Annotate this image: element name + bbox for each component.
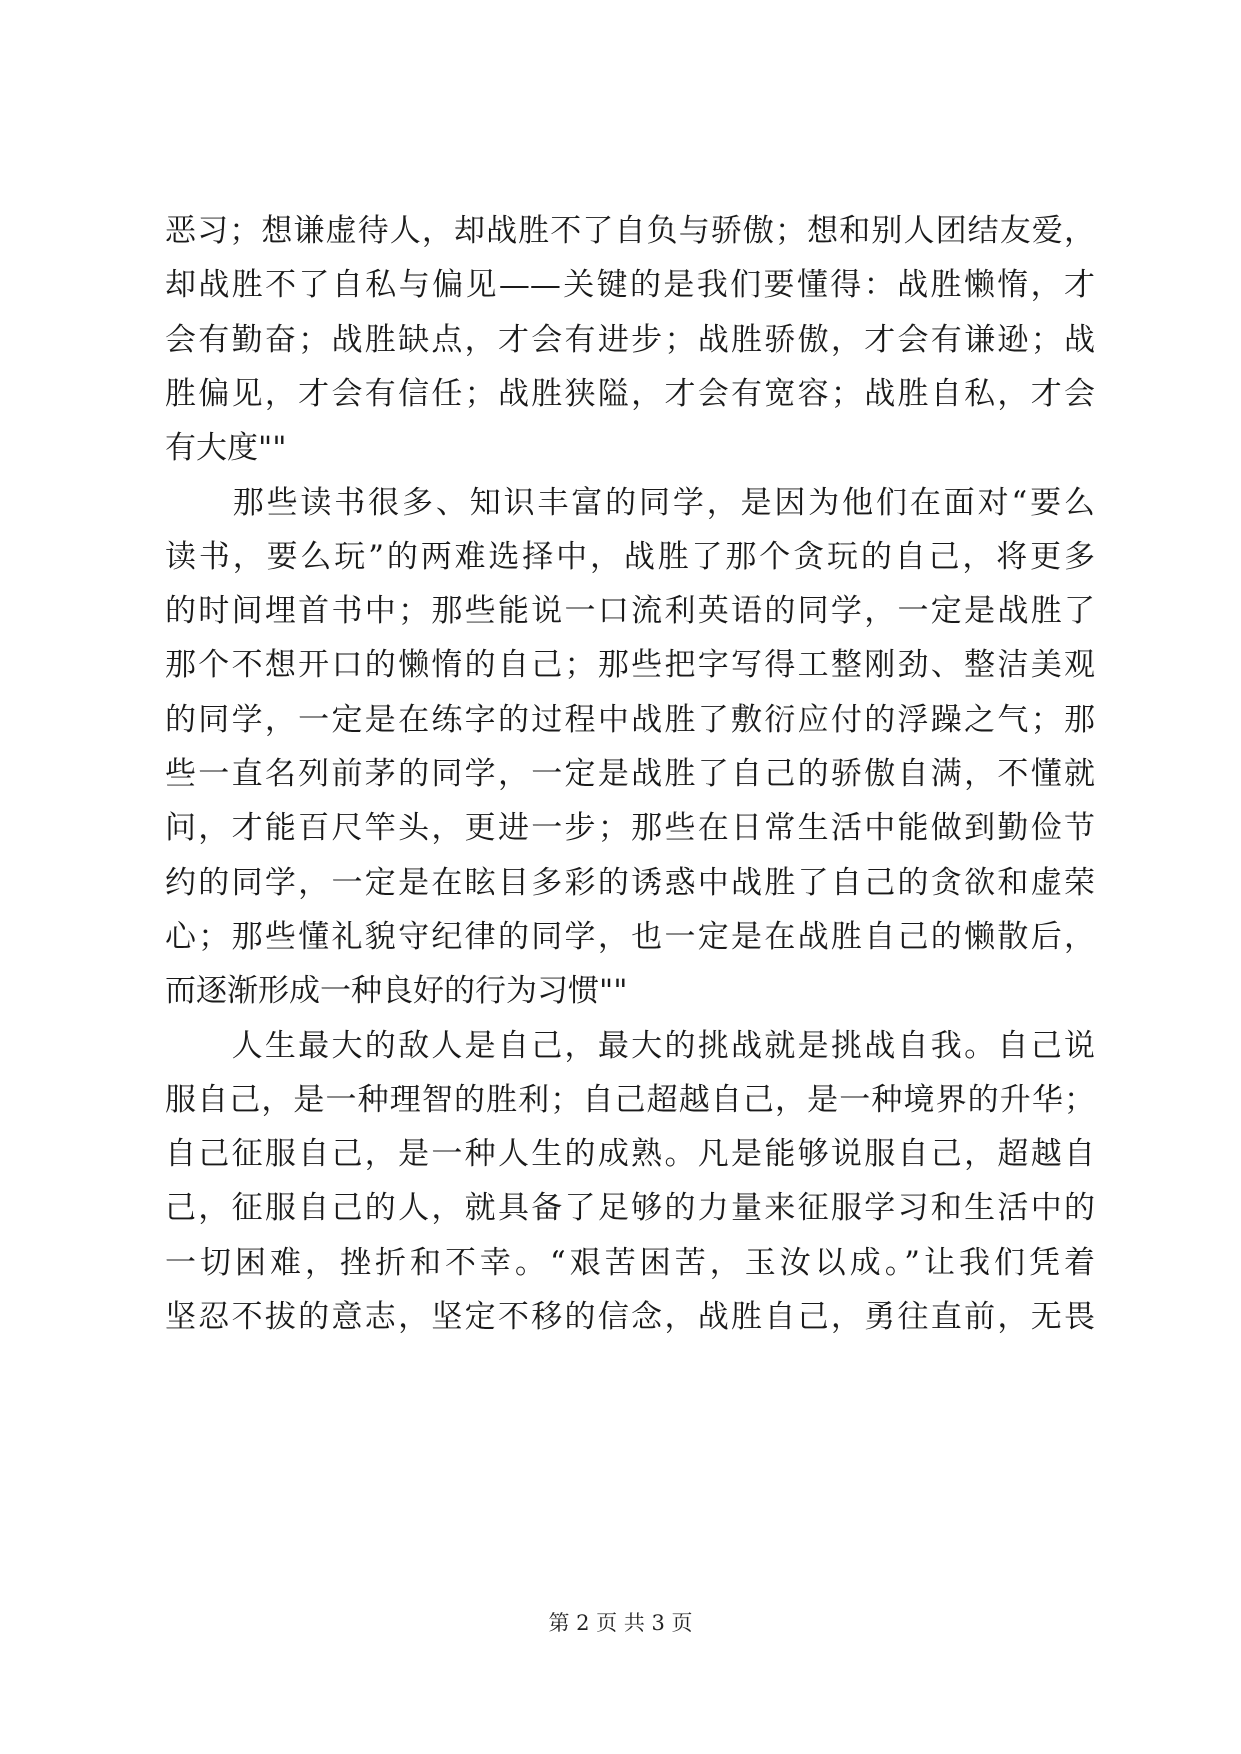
text-line: 约的同学，一定是在眩目多彩的诱惑中战胜了自己的贪欲和虚荣 (165, 864, 1095, 901)
text-line: 那个不想开口的懒惰的自己；那些把字写得工整刚劲、整洁美观 (165, 647, 1095, 684)
text-line: 的时间埋首书中；那些能说一口流利英语的同学，一定是战胜了 (165, 593, 1095, 630)
text-line: 问，才能百尺竿头，更进一步；那些在日常生活中能做到勤俭节 (165, 810, 1095, 847)
text-line: 胜偏见，才会有信任；战胜狭隘，才会有宽容；战胜自私，才会 (165, 375, 1095, 412)
text-line: 恶习；想谦虚待人，却战胜不了自负与骄傲；想和别人团结友爱， (165, 213, 1095, 249)
text-line: 的同学，一定是在练字的过程中战胜了敷衍应付的浮躁之气；那 (165, 701, 1095, 738)
text-line: 心；那些懂礼貌守纪律的同学，也一定是在战胜自己的懒散后， (165, 918, 1095, 955)
text-line: 一切困难，挫折和不幸。“艰苦困苦，玉汝以成。”让我们凭着 (165, 1244, 1095, 1281)
text-line: 却战胜不了自私与偏见——关键的是我们要懂得：战胜懒惰，才 (165, 267, 1095, 304)
text-line: 会有勤奋；战胜缺点，才会有进步；战胜骄傲，才会有谦逊；战 (165, 321, 1095, 358)
page-footer: 第 2 页 共 3 页 (548, 1611, 693, 1635)
text-line: 己，征服自己的人，就具备了足够的力量来征服学习和生活中的 (165, 1190, 1095, 1227)
text-line: 服自己，是一种理智的胜利；自己超越自己，是一种境界的升华； (165, 1081, 1095, 1118)
text-line: 坚忍不拔的意志，坚定不移的信念，战胜自己，勇往直前，无畏 (165, 1299, 1095, 1335)
text-line: 那些读书很多、知识丰富的同学，是因为他们在面对“要么 (165, 484, 1095, 521)
text-line: 自己征服自己，是一种人生的成熟。凡是能够说服自己，超越自 (165, 1136, 1095, 1173)
text-line: 有大度"" (165, 430, 287, 467)
text-line: 些一直名列前茅的同学，一定是战胜了自己的骄傲自满，不懂就 (165, 756, 1095, 792)
text-line: 人生最大的敌人是自己，最大的挑战就是挑战自我。自己说 (165, 1027, 1095, 1064)
text-line: 读书，要么玩”的两难选择中，战胜了那个贪玩的自己，将更多 (165, 538, 1095, 575)
text-line: 而逐渐形成一种良好的行为习惯"" (165, 973, 628, 1010)
